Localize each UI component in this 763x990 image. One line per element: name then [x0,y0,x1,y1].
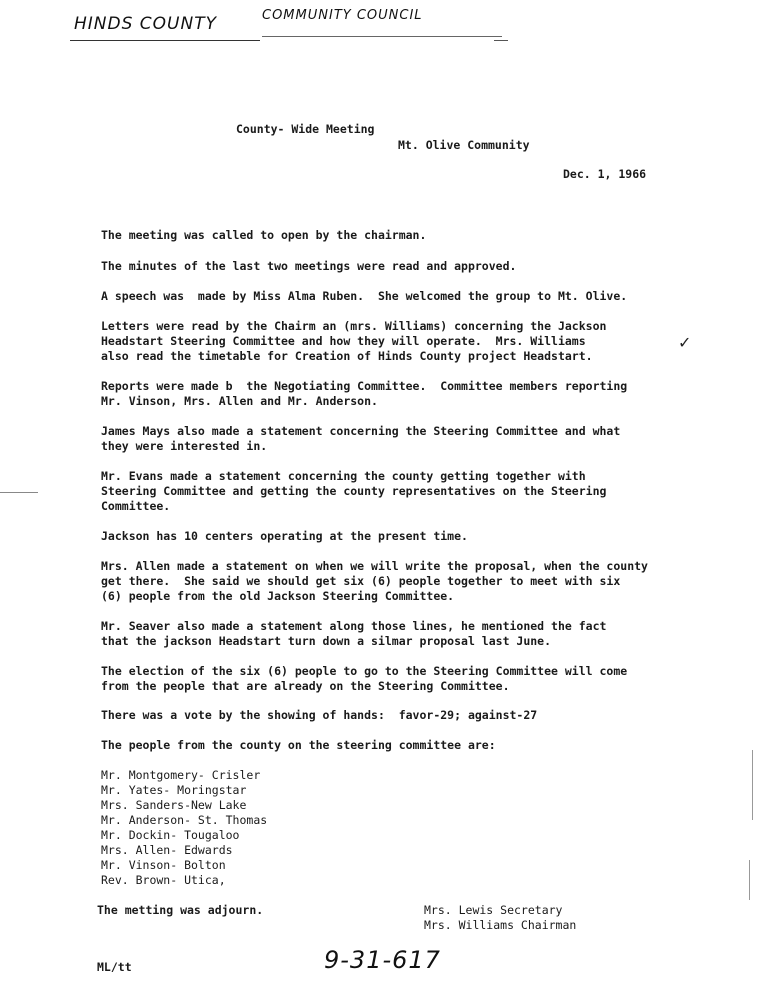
list-item: Mr. Dockin- Tougaloo [101,828,240,842]
list-item: Mr. Vinson- Bolton [101,858,226,872]
scan-edge-line-2 [749,860,750,900]
paragraph-4: Reports were made b the Negotiating Committee. Committee members reporting Mr. Vinson, Mrs. Allen and Mr. Anderson. [101,379,628,408]
header-dash [494,40,508,41]
paragraph-10: The election of the six (6) people to go to the Steering Committee will come from the people that are already on the Steering Committee. [101,664,628,693]
paragraph-3: Letters were read by the Chairm an (mrs. Williams) concerning the Jackson Headstart Steering Committee and how they will operate. Mrs. Williams also read the timetable for Creation of Hinds County project Headstart. [101,319,607,363]
list-item: Mr. Montgomery- Crisler [101,768,261,782]
meeting-location: Mt. Olive Community [398,138,530,152]
paragraph-9: Mr. Seaver also made a statement along those lines, he mentioned the fact that the jackson Headstart turn down a silmar proposal last June. [101,619,607,648]
paragraph-11: There was a vote by the showing of hands: favor-29; against-27 [101,708,538,722]
paragraph-7: Jackson has 10 centers operating at the present time. [101,529,468,543]
list-item: Rev. Brown- Utica, [101,873,226,887]
scan-edge-line [752,750,753,820]
scan-edge-line-left [0,492,38,493]
paragraph-0: The meeting was called to open by the chairman. [101,228,427,242]
meeting-date: Dec. 1, 1966 [563,167,647,181]
list-item: Mrs. Allen- Edwards [101,843,233,857]
header-underline [70,40,260,41]
typist-initials: ML/tt [97,960,132,974]
list-item: Mr. Anderson- St. Thomas [101,813,268,827]
check-mark-icon: ✓ [678,333,692,352]
paragraph-2: A speech was made by Miss Alma Ruben. She welcomed the group to Mt. Olive. [101,289,628,303]
paragraph-5: James Mays also made a statement concerning the Steering Committee and what they were interested in. [101,424,621,453]
handwritten-title-community-council: COMMUNITY COUNCIL [262,8,423,23]
header-underline-2 [262,36,502,37]
paragraph-12: The people from the county on the steering committee are: [101,738,496,752]
list-item: Mr. Yates- Moringstar [101,783,247,797]
committee-members-list [101,768,267,888]
list-item: Mrs. Sanders-New Lake [101,798,247,812]
meeting-title: County- Wide Meeting [236,122,375,136]
handwritten-document-number: 9-31-617 [324,946,441,974]
paragraph-6: Mr. Evans made a statement concerning the county getting together with Steering Committee and getting the county representatives on the Steering Committee. [101,469,607,513]
adjourn-statement: The metting was adjourn. [97,903,264,917]
chairman-signature: Mrs. Williams Chairman [424,918,577,932]
paragraph-8: Mrs. Allen made a statement on when we will write the proposal, when the county get there. She said we should get six (6) people together to meet with six (6) people from the old Jackson Steering Committee. [101,559,648,603]
handwritten-title-hinds-county: HINDS COUNTY [74,14,217,34]
paragraph-1: The minutes of the last two meetings were read and approved. [101,259,517,273]
secretary-signature: Mrs. Lewis Secretary [424,903,563,917]
